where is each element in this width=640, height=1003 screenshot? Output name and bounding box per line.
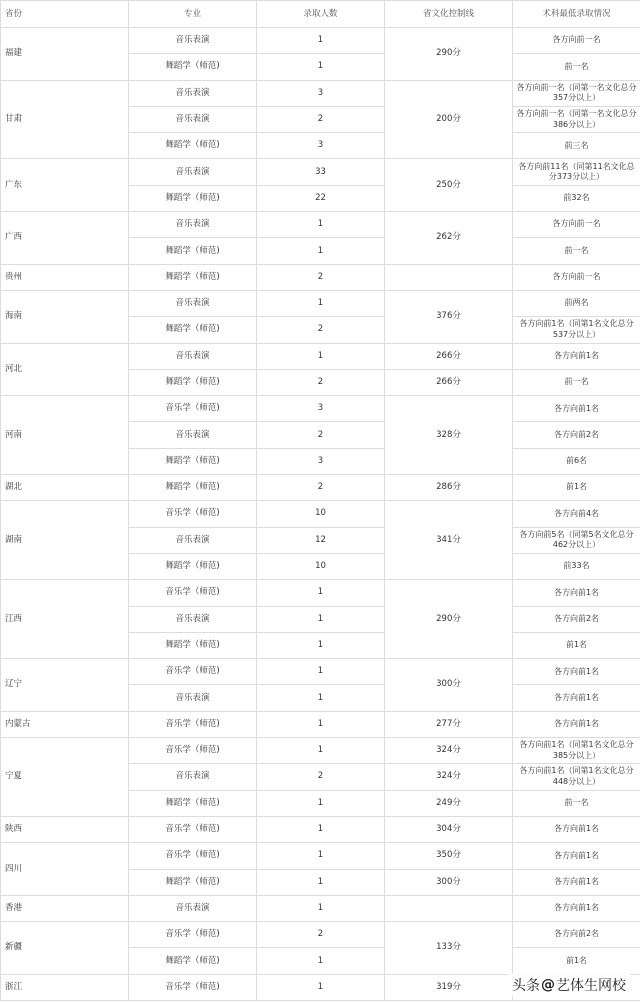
province-cell: 福建: [1, 28, 129, 81]
control-line-cell: 376分: [385, 290, 513, 343]
table-row: [1, 475, 640, 501]
major-cell: 音乐学（师范): [129, 396, 257, 422]
major-cell: 音乐学（师范): [129, 843, 257, 869]
major-cell: 音乐学（师范): [129, 711, 257, 737]
admitted-count-cell: 2: [257, 422, 385, 448]
table-row: [1, 895, 640, 921]
min-requirement-cell: 各方向前1名（同第1名文化总分385分以上）: [513, 738, 640, 764]
min-requirement-cell: 各方向前4名: [513, 501, 640, 527]
admitted-count-cell: 1: [257, 685, 385, 711]
control-line-cell: 328分: [385, 396, 513, 475]
major-cell: 音乐表演: [129, 106, 257, 132]
province-cell: 浙江: [1, 974, 129, 1000]
province-cell: 河南: [1, 396, 129, 475]
admitted-count-cell: 1: [257, 816, 385, 842]
admitted-count-cell: 1: [257, 632, 385, 658]
min-requirement-cell: 前1名: [513, 948, 640, 974]
major-cell: 舞蹈学（师范): [129, 54, 257, 80]
admitted-count-cell: 10: [257, 501, 385, 527]
admitted-count-cell: 1: [257, 343, 385, 369]
control-line-cell: 304分: [385, 816, 513, 842]
admitted-count-cell: 33: [257, 159, 385, 185]
major-cell: 音乐学（师范): [129, 580, 257, 606]
province-cell: 广西: [1, 212, 129, 265]
admitted-count-cell: 1: [257, 948, 385, 974]
admitted-count-cell: 1: [257, 54, 385, 80]
admitted-count-cell: 1: [257, 580, 385, 606]
province-cell: 辽宁: [1, 659, 129, 712]
watermark-at: @: [541, 977, 555, 993]
admitted-count-cell: 12: [257, 527, 385, 553]
major-cell: 音乐表演: [129, 527, 257, 553]
province-cell: 海南: [1, 290, 129, 343]
major-cell: 舞蹈学（师范): [129, 869, 257, 895]
header-major: 专业: [129, 1, 257, 28]
min-requirement-cell: 各方向前2名: [513, 922, 640, 948]
min-requirement-cell: 各方向前2名: [513, 422, 640, 448]
control-line-cell: 300分: [385, 659, 513, 712]
admitted-count-cell: 2: [257, 475, 385, 501]
min-requirement-cell: 各方向前1名: [513, 396, 640, 422]
major-cell: 音乐表演: [129, 764, 257, 790]
major-cell: 舞蹈学（师范): [129, 264, 257, 290]
admitted-count-cell: 3: [257, 448, 385, 474]
admitted-count-cell: 2: [257, 922, 385, 948]
table-row: [1, 738, 640, 764]
min-requirement-cell: 前三名: [513, 133, 640, 159]
province-cell: 湖南: [1, 501, 129, 580]
admitted-count-cell: 1: [257, 212, 385, 238]
header-admitted: 录取人数: [257, 1, 385, 28]
admitted-count-cell: 1: [257, 974, 385, 1000]
control-line-cell: 277分: [385, 711, 513, 737]
major-cell: 音乐学（师范): [129, 501, 257, 527]
min-requirement-cell: 前32名: [513, 185, 640, 211]
province-cell: 广东: [1, 159, 129, 212]
admitted-count-cell: 22: [257, 185, 385, 211]
major-cell: 舞蹈学（师范): [129, 185, 257, 211]
min-requirement-cell: 各方向前1名（同第1名文化总分448分以上）: [513, 764, 640, 790]
table-row: [1, 580, 640, 606]
admitted-count-cell: 1: [257, 659, 385, 685]
major-cell: 音乐表演: [129, 606, 257, 632]
admitted-count-cell: 1: [257, 869, 385, 895]
table-row: [1, 343, 640, 369]
major-cell: 舞蹈学（师范): [129, 948, 257, 974]
admitted-count-cell: 1: [257, 28, 385, 54]
province-cell: 陕西: [1, 816, 129, 842]
min-requirement-cell: 前33名: [513, 553, 640, 579]
control-line-cell: 286分: [385, 475, 513, 501]
province-cell: 湖北: [1, 475, 129, 501]
watermark: [508, 973, 630, 997]
province-cell: 内蒙古: [1, 711, 129, 737]
min-requirement-cell: 各方向前一名（同第一名文化总分357分以上）: [513, 80, 640, 106]
admitted-count-cell: 1: [257, 843, 385, 869]
min-requirement-cell: 前一名: [513, 238, 640, 264]
control-line-cell: 319分: [385, 974, 513, 1000]
min-requirement-cell: 各方向前1名: [513, 843, 640, 869]
min-requirement-cell: 各方向前1名: [513, 580, 640, 606]
table-row: [1, 659, 640, 685]
admitted-count-cell: 1: [257, 238, 385, 264]
admitted-count-cell: 1: [257, 895, 385, 921]
min-requirement-cell: 前1名: [513, 632, 640, 658]
min-requirement-cell: 各方向前5名（同第5名文化总分462分以上）: [513, 527, 640, 553]
major-cell: 音乐表演: [129, 685, 257, 711]
table-row: [1, 159, 640, 185]
watermark-prefix: 头条: [512, 978, 540, 994]
table-row: [1, 711, 640, 737]
province-cell: 香港: [1, 895, 129, 921]
table-row: [1, 501, 640, 527]
province-cell: 贵州: [1, 264, 129, 290]
min-requirement-cell: 各方向前1名: [513, 659, 640, 685]
header-row: [1, 1, 640, 28]
table-row: [1, 396, 640, 422]
province-cell: 河北: [1, 343, 129, 396]
control-line-cell: 300分: [385, 869, 513, 895]
admitted-count-cell: 2: [257, 369, 385, 395]
table-row: [1, 264, 640, 290]
control-line-cell: 341分: [385, 501, 513, 580]
min-requirement-cell: 各方向前2名: [513, 606, 640, 632]
major-cell: 音乐表演: [129, 159, 257, 185]
major-cell: 音乐表演: [129, 422, 257, 448]
major-cell: 舞蹈学（师范): [129, 790, 257, 816]
admitted-count-cell: 2: [257, 317, 385, 343]
min-requirement-cell: 各方向前1名: [513, 711, 640, 737]
major-cell: 音乐学（师范): [129, 816, 257, 842]
admitted-count-cell: 2: [257, 764, 385, 790]
control-line-cell: 266分: [385, 343, 513, 369]
major-cell: 音乐学（师范): [129, 738, 257, 764]
min-requirement-cell: 前一名: [513, 369, 640, 395]
table-row: [1, 843, 640, 869]
min-requirement-cell: 各方向前1名: [513, 816, 640, 842]
table-body: [1, 1, 640, 1001]
min-requirement-cell: 各方向前一名: [513, 212, 640, 238]
major-cell: 舞蹈学（师范): [129, 133, 257, 159]
min-requirement-cell: 前6名: [513, 448, 640, 474]
province-cell: 宁夏: [1, 738, 129, 817]
control-line-cell: 250分: [385, 159, 513, 212]
admitted-count-cell: 3: [257, 133, 385, 159]
province-cell: 甘肃: [1, 80, 129, 159]
admitted-count-cell: 3: [257, 396, 385, 422]
province-cell: 江西: [1, 580, 129, 659]
header-min-requirement: 术科最低录取情况: [513, 1, 640, 28]
table-row: [1, 28, 640, 54]
major-cell: 舞蹈学（师范): [129, 475, 257, 501]
major-cell: 音乐表演: [129, 343, 257, 369]
control-line-cell: 350分: [385, 843, 513, 869]
major-cell: 音乐学（师范): [129, 974, 257, 1000]
table-row: [1, 922, 640, 948]
admitted-count-cell: 1: [257, 711, 385, 737]
watermark-name: 艺体生网校: [556, 978, 626, 994]
admitted-count-cell: 10: [257, 553, 385, 579]
control-line-cell: 249分: [385, 790, 513, 816]
header-control-line: 省文化控制线: [385, 1, 513, 28]
table-row: [1, 816, 640, 842]
min-requirement-cell: 各方向前一名: [513, 264, 640, 290]
control-line-cell: 200分: [385, 80, 513, 159]
min-requirement-cell: 各方向前1名（同第1名文化总分537分以上）: [513, 317, 640, 343]
major-cell: 舞蹈学（师范): [129, 632, 257, 658]
table-row: [1, 80, 640, 106]
major-cell: 音乐表演: [129, 895, 257, 921]
control-line-cell: [385, 264, 513, 290]
min-requirement-cell: 各方向前1名: [513, 869, 640, 895]
admitted-count-cell: 3: [257, 80, 385, 106]
admitted-count-cell: 2: [257, 264, 385, 290]
admitted-count-cell: 1: [257, 290, 385, 316]
major-cell: 舞蹈学（师范): [129, 369, 257, 395]
major-cell: 音乐学（师范): [129, 922, 257, 948]
table-row: [1, 290, 640, 316]
control-line-cell: 324分: [385, 764, 513, 790]
control-line-cell: 262分: [385, 212, 513, 265]
min-requirement-cell: 各方向前11名（同第11名文化总分373分以上）: [513, 159, 640, 185]
major-cell: 音乐表演: [129, 28, 257, 54]
min-requirement-cell: 前两名: [513, 290, 640, 316]
table-row: [1, 212, 640, 238]
province-cell: 四川: [1, 843, 129, 896]
control-line-cell: 290分: [385, 28, 513, 81]
min-requirement-cell: 各方向前一名: [513, 28, 640, 54]
control-line-cell: 290分: [385, 580, 513, 659]
admitted-count-cell: 1: [257, 606, 385, 632]
control-line-cell: [385, 895, 513, 921]
major-cell: 舞蹈学（师范): [129, 553, 257, 579]
min-requirement-cell: 前一名: [513, 54, 640, 80]
major-cell: 舞蹈学（师范): [129, 448, 257, 474]
min-requirement-cell: 各方向前1名: [513, 343, 640, 369]
min-requirement-cell: 各方向前1名: [513, 895, 640, 921]
major-cell: 音乐表演: [129, 80, 257, 106]
admitted-count-cell: 2: [257, 106, 385, 132]
major-cell: 音乐表演: [129, 212, 257, 238]
admitted-count-cell: 1: [257, 738, 385, 764]
major-cell: 音乐表演: [129, 290, 257, 316]
admitted-count-cell: 1: [257, 790, 385, 816]
min-requirement-cell: 前一名: [513, 790, 640, 816]
major-cell: 舞蹈学（师范): [129, 238, 257, 264]
province-cell: 新疆: [1, 922, 129, 975]
header-province: 省份: [1, 1, 129, 28]
major-cell: 舞蹈学（师范): [129, 317, 257, 343]
control-line-cell: 266分: [385, 369, 513, 395]
min-requirement-cell: 前1名: [513, 475, 640, 501]
control-line-cell: 133分: [385, 922, 513, 975]
control-line-cell: 324分: [385, 738, 513, 764]
min-requirement-cell: 各方向前一名（同第一名文化总分386分以上）: [513, 106, 640, 132]
major-cell: 音乐学（师范): [129, 659, 257, 685]
min-requirement-cell: 各方向前1名: [513, 685, 640, 711]
